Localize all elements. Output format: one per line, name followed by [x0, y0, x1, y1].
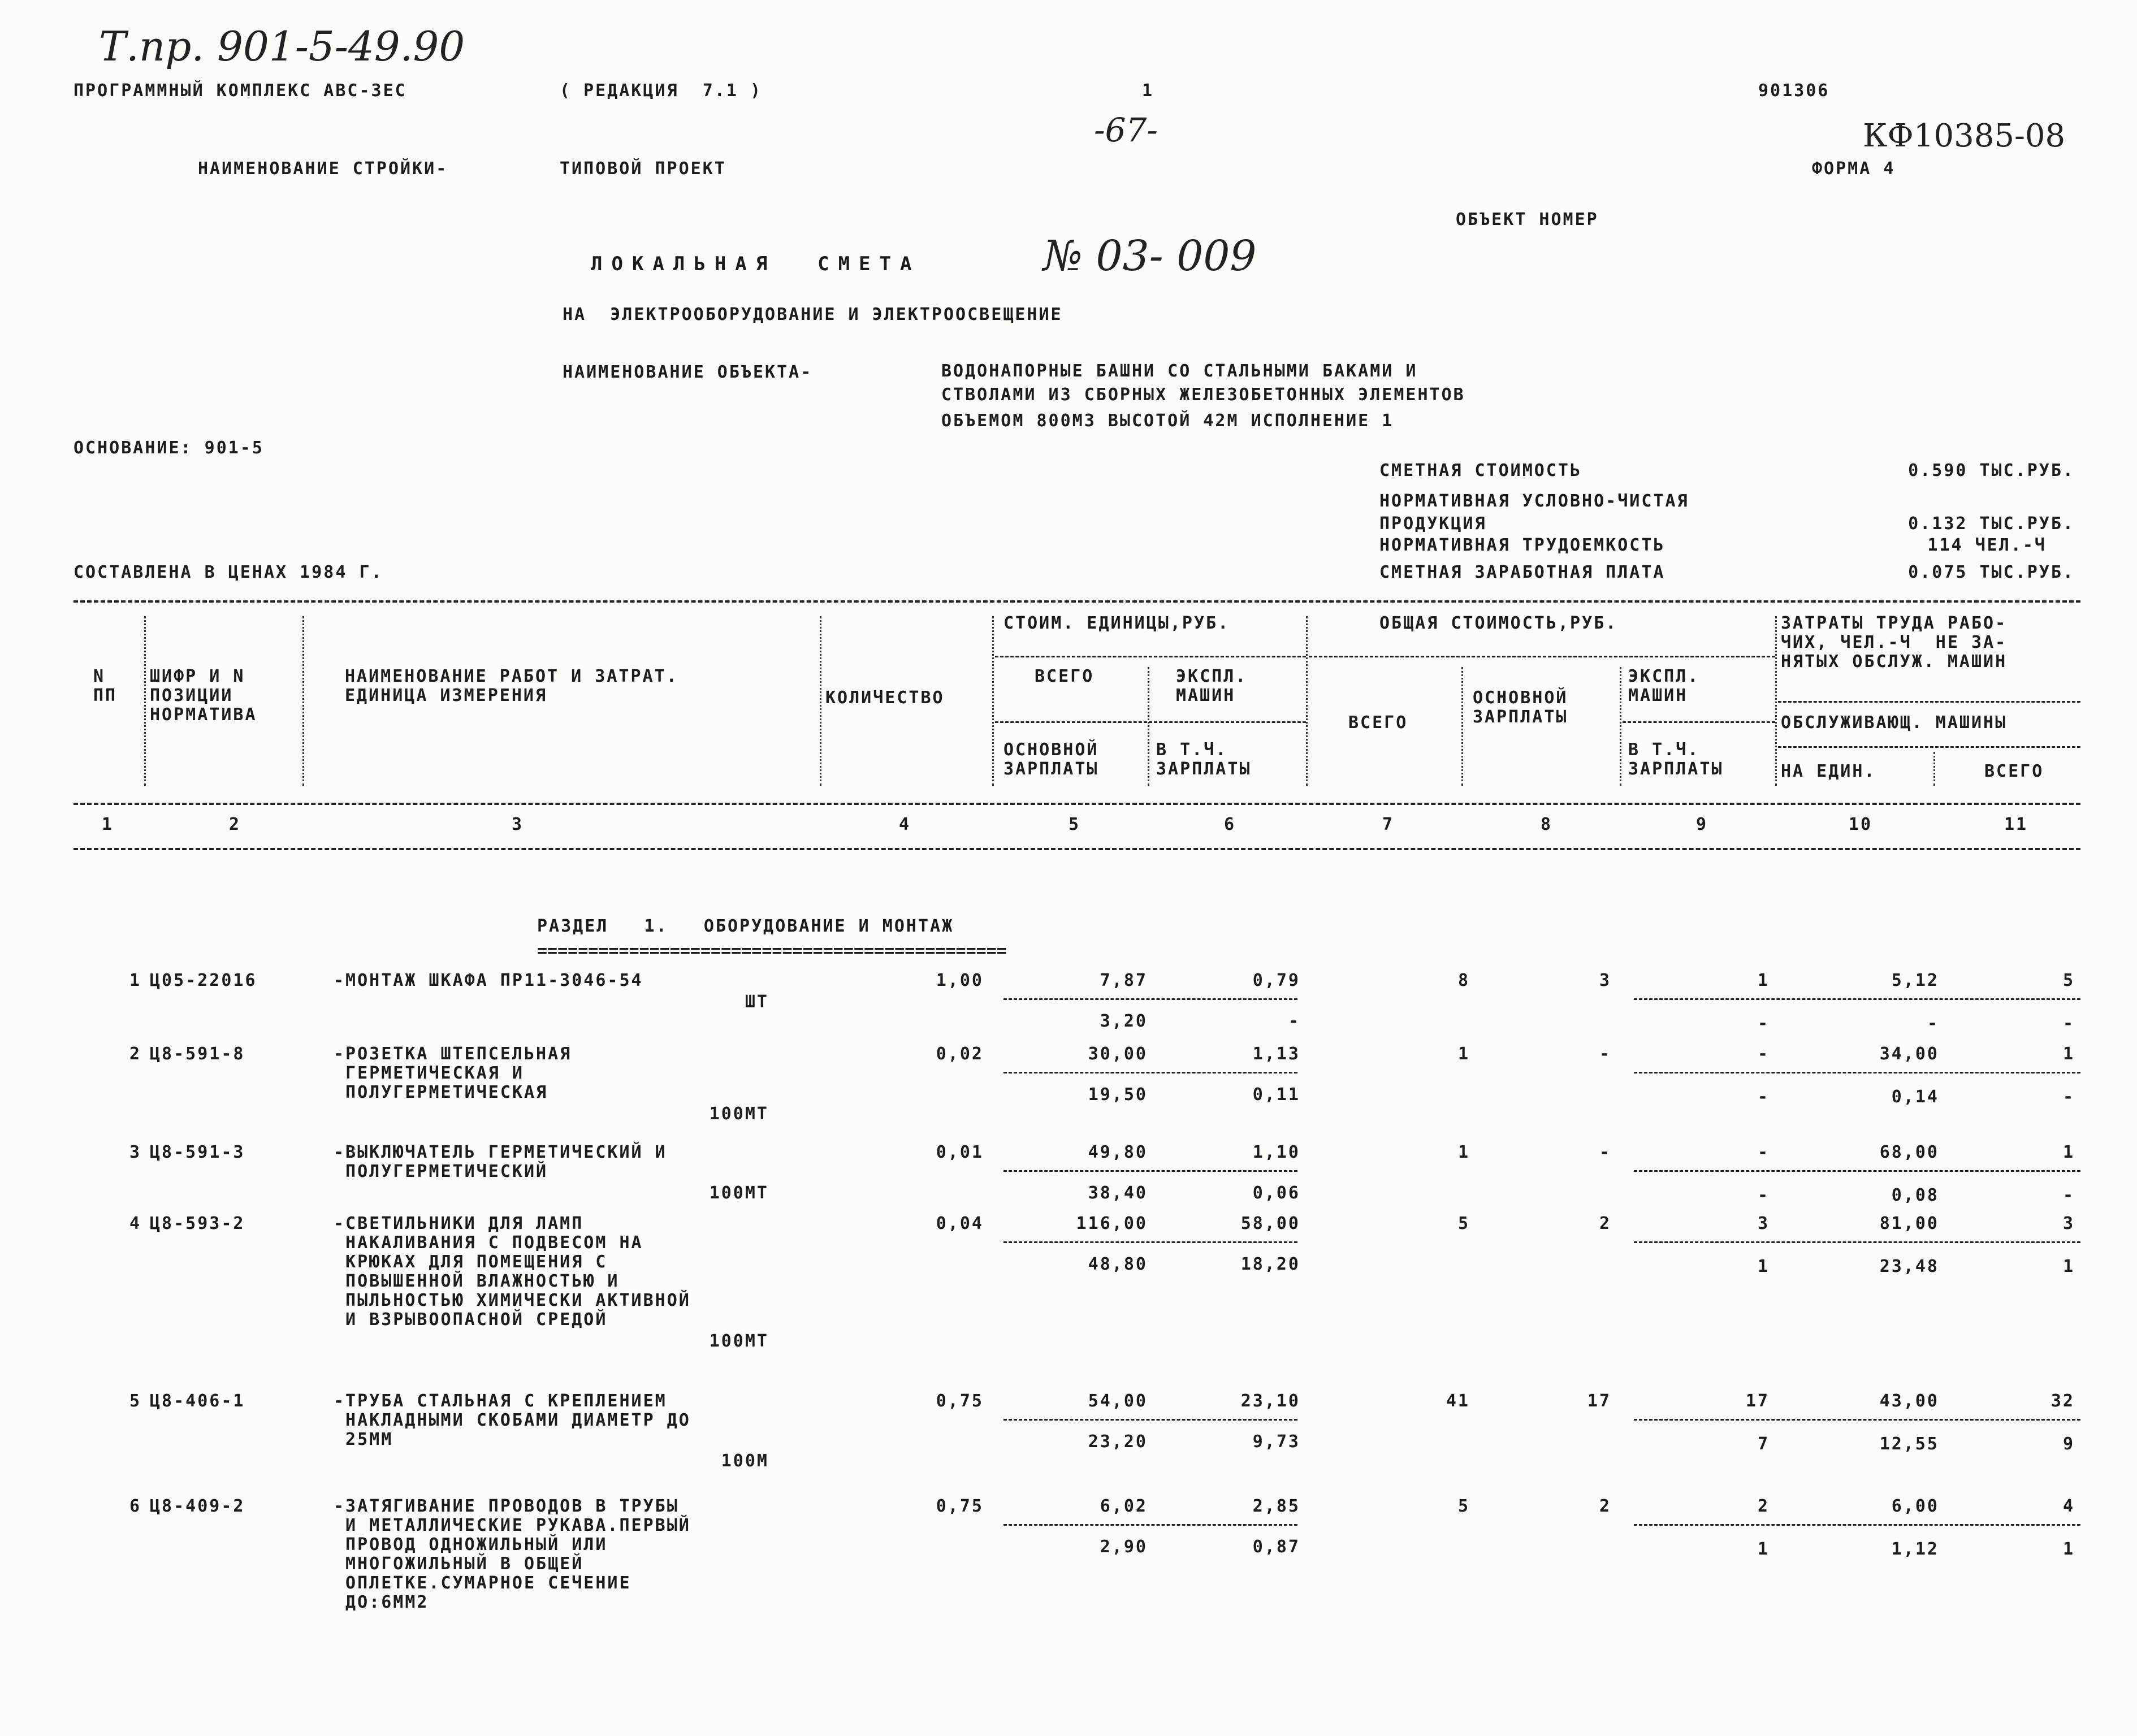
row-unit-total: 116,00	[1076, 1214, 1148, 1233]
row-total-machine-wage: -	[1757, 1185, 1770, 1205]
basis: ОСНОВАНИЕ: 901-5	[73, 438, 264, 458]
cell-divider	[1634, 1241, 2080, 1243]
header-mid-rule	[73, 803, 2080, 805]
program-edition: ( РЕДАКЦИЯ 7.1 )	[560, 81, 763, 101]
row-unit-machine: 0,79	[1252, 971, 1300, 990]
handwritten-project-code: Т.пр. 901-5-49.90	[99, 23, 465, 70]
row-quantity: 1,00	[936, 971, 984, 990]
row-total-machine-wage: 7	[1757, 1434, 1770, 1454]
row-labor-total: 1	[2062, 1044, 2075, 1064]
form-label: ФОРМА 4	[1812, 159, 1896, 179]
th-total-cost: ОБЩАЯ СТОИМОСТЬ,РУБ.	[1379, 613, 1618, 633]
th-rule	[1309, 656, 1775, 657]
row-labor-total-machine: 1	[2062, 1257, 2075, 1276]
th-labor-machine: ОБСЛУЖИВАЮЩ. МАШИНЫ	[1781, 713, 2008, 733]
row-labor-total-machine: -	[2062, 1087, 2075, 1107]
col-sep	[144, 616, 146, 786]
object-line-3: ОБЪЕМОМ 800М3 ВЫСОТОЙ 42М ИСПОЛНЕНИЕ 1	[941, 411, 1394, 431]
row-unit-machine: 1,13	[1252, 1044, 1300, 1064]
row-unit-total: 54,00	[1088, 1391, 1148, 1411]
estimate-subject: НА ЭЛЕКТРООБОРУДОВАНИЕ И ЭЛЕКТРООСВЕЩЕНИЕ	[563, 305, 1063, 324]
estimate-title: ЛОКАЛЬНАЯ СМЕТА	[591, 253, 921, 275]
column-number-2: 2	[229, 815, 241, 834]
th-unit-machine-wage: В Т.Ч. ЗАРПЛАТЫ	[1156, 740, 1252, 779]
object-line-1: ВОДОНАПОРНЫЕ БАШНИ СО СТАЛЬНЫМИ БАКАМИ И	[941, 361, 1418, 381]
row-unit-machine: 23,10	[1240, 1391, 1300, 1411]
estimated-cost-label: СМЕТНАЯ СТОИМОСТЬ	[1379, 461, 1582, 480]
construction-value: ТИПОВОЙ ПРОЕКТ	[560, 159, 726, 179]
th-quantity: КОЛИЧЕСТВО	[825, 688, 945, 708]
labor-intensity-label: НОРМАТИВНАЯ ТРУДОЕМКОСТЬ	[1379, 535, 1666, 555]
section-underline: ==============================================	[537, 941, 1007, 961]
cell-divider	[1634, 1170, 2080, 1172]
row-unit-machine-wage: 0,11	[1252, 1085, 1300, 1105]
row-labor-per-unit: 34,00	[1879, 1044, 1939, 1064]
th-total-wage: ОСНОВНОЙ ЗАРПЛАТЫ	[1473, 688, 1568, 727]
col-sep	[1775, 616, 1777, 786]
labor-intensity-value: 114 ЧЕЛ.-Ч	[1927, 535, 2047, 555]
row-labor-per-unit-machine: 23,48	[1879, 1257, 1939, 1276]
row-unit-machine-wage: 0,87	[1252, 1537, 1300, 1557]
row-labor-per-unit-machine: -	[1927, 1014, 1939, 1033]
row-code: Ц8-591-8	[150, 1044, 245, 1064]
row-total-machine-wage: 1	[1757, 1257, 1770, 1276]
cell-divider	[1003, 998, 1297, 1000]
construction-label: НАИМЕНОВАНИЕ СТРОЙКИ-	[198, 159, 448, 179]
row-code: Ц8-593-2	[150, 1214, 245, 1233]
row-unit-total: 49,80	[1088, 1142, 1148, 1162]
row-code: Ц8-406-1	[150, 1391, 245, 1411]
row-labor-per-unit-machine: 1,12	[1891, 1539, 1939, 1559]
th-number: N ПП	[93, 666, 118, 705]
th-total-machine-wage: В Т.Ч. ЗАРПЛАТЫ	[1628, 740, 1724, 779]
row-total-machine: 1	[1757, 971, 1770, 990]
page-number: 1	[1142, 81, 1154, 101]
row-unit-machine-wage: -	[1288, 1011, 1300, 1031]
column-number-11: 11	[2004, 815, 2028, 834]
row-quantity: 0,02	[936, 1044, 984, 1064]
row-total-machine: 17	[1745, 1391, 1770, 1411]
col-sep	[302, 616, 304, 786]
row-total-machine-wage: -	[1757, 1014, 1770, 1033]
row-unit-wage: 23,20	[1088, 1432, 1148, 1452]
row-labor-per-unit-machine: 12,55	[1879, 1434, 1939, 1454]
normative-label-2: ПРОДУКЦИЯ	[1379, 514, 1487, 534]
row-number: 3	[129, 1142, 141, 1162]
header-top-rule	[73, 600, 2080, 603]
prices-year: СОСТАВЛЕНА В ЦЕНАХ 1984 Г.	[73, 562, 383, 582]
row-labor-total: 5	[2062, 971, 2075, 990]
column-number-3: 3	[512, 815, 524, 834]
handwritten-page-number: -67-	[1094, 111, 1158, 149]
column-number-10: 10	[1849, 815, 1873, 834]
row-number: 4	[129, 1214, 141, 1233]
row-unit-total: 30,00	[1088, 1044, 1148, 1064]
handwritten-stamp-code: КФ10385-08	[1863, 118, 2066, 154]
normative-value: 0.132 ТЫС.РУБ.	[1908, 514, 2075, 534]
row-unit-wage: 38,40	[1088, 1183, 1148, 1203]
row-name: -ВЫКЛЮЧАТЕЛЬ ГЕРМЕТИЧЕСКИЙ И ПОЛУГЕРМЕТИЧЕСКИЙ	[334, 1142, 667, 1181]
row-labor-total: 3	[2062, 1214, 2075, 1233]
row-code: Ц8-409-2	[150, 1496, 245, 1516]
row-unit-total: 6,02	[1100, 1496, 1148, 1516]
row-name: -МОНТАЖ ШКАФА ПР11-3046-54	[334, 971, 643, 990]
column-number-5: 5	[1068, 815, 1081, 834]
estimate-number: № 03- 009	[1043, 232, 1257, 280]
row-number: 1	[129, 971, 141, 990]
cell-divider	[1634, 1072, 2080, 1073]
row-quantity: 0,75	[936, 1391, 984, 1411]
row-unit: 100М	[721, 1451, 769, 1471]
cell-divider	[1003, 1524, 1297, 1526]
row-unit: 100МТ	[709, 1331, 769, 1351]
col-sep	[992, 616, 994, 786]
column-number-4: 4	[899, 815, 911, 834]
row-labor-per-unit: 6,00	[1891, 1496, 1939, 1516]
cell-divider	[1634, 1419, 2080, 1421]
th-rule	[1778, 701, 2080, 703]
row-labor-total: 1	[2062, 1142, 2075, 1162]
th-labor-total: ВСЕГО	[1984, 761, 2044, 781]
row-quantity: 0,01	[936, 1142, 984, 1162]
row-total-wage: 2	[1599, 1496, 1611, 1516]
row-total-machine-wage: -	[1757, 1087, 1770, 1107]
th-rule	[1623, 721, 1775, 723]
cell-divider	[1003, 1072, 1297, 1073]
row-total-wage: 2	[1599, 1214, 1611, 1233]
row-labor-per-unit: 68,00	[1879, 1142, 1939, 1162]
column-number-7: 7	[1382, 815, 1395, 834]
row-unit-machine: 58,00	[1240, 1214, 1300, 1233]
row-unit-machine-wage: 18,20	[1240, 1254, 1300, 1274]
row-unit-machine-wage: 0,06	[1252, 1183, 1300, 1203]
row-total-machine: 2	[1757, 1496, 1770, 1516]
row-unit-wage: 48,80	[1088, 1254, 1148, 1274]
wage-label: СМЕТНАЯ ЗАРАБОТНАЯ ПЛАТА	[1379, 562, 1666, 582]
estimated-cost-value: 0.590 ТЫС.РУБ.	[1908, 461, 2075, 480]
section-title: РАЗДЕЛ 1. ОБОРУДОВАНИЕ И МОНТАЖ	[537, 916, 954, 936]
column-number-1: 1	[102, 815, 114, 834]
header-bottom-rule	[73, 848, 2080, 850]
th-name: НАИМЕНОВАНИЕ РАБОТ И ЗАТРАТ. ЕДИНИЦА ИЗМЕРЕНИЯ	[345, 666, 678, 705]
row-unit-machine: 2,85	[1252, 1496, 1300, 1516]
row-labor-total: 32	[2051, 1391, 2075, 1411]
row-total: 8	[1457, 971, 1470, 990]
row-labor-per-unit: 81,00	[1879, 1214, 1939, 1233]
row-name: -ЗАТЯГИВАНИЕ ПРОВОДОВ В ТРУБЫ И МЕТАЛЛИЧЕСКИЕ РУКАВА.ПЕРВЫЙ ПРОВОД ОДНОЖИЛЬНЫЙ ИЛИ МНОГОЖИЛЬНЫЙ В ОБЩЕЙ ОПЛЕТКЕ.СУМАРНОЕ СЕЧЕНИЕ ДО:6ММ2	[334, 1496, 691, 1612]
col-sep	[1461, 667, 1463, 786]
row-total-wage: 3	[1599, 971, 1611, 990]
row-quantity: 0,04	[936, 1214, 984, 1233]
row-unit-total: 7,87	[1100, 971, 1148, 990]
row-number: 2	[129, 1044, 141, 1064]
object-number-label: ОБЪЕКТ НОМЕР	[1456, 210, 1599, 230]
th-unit-wage: ОСНОВНОЙ ЗАРПЛАТЫ	[1003, 740, 1099, 779]
row-total: 41	[1446, 1391, 1470, 1411]
th-labor: ЗАТРАТЫ ТРУДА РАБО- ЧИХ, ЧЕЛ.-Ч НЕ ЗА- НЯТЫХ ОБСЛУЖ. МАШИН	[1781, 613, 2008, 672]
th-total-machine: ЭКСПЛ. МАШИН	[1628, 666, 1700, 705]
th-code: ШИФР И N ПОЗИЦИИ НОРМАТИВА	[150, 666, 257, 725]
object-label: НАИМЕНОВАНИЕ ОБЪЕКТА-	[563, 362, 813, 382]
row-unit-machine-wage: 9,73	[1252, 1432, 1300, 1452]
row-labor-per-unit: 43,00	[1879, 1391, 1939, 1411]
row-total: 1	[1457, 1044, 1470, 1064]
th-rule	[995, 656, 1306, 657]
col-sep	[1620, 667, 1621, 786]
th-unit-machine: ЭКСПЛ. МАШИН	[1176, 666, 1248, 705]
th-unit-cost: СТОИМ. ЕДИНИЦЫ,РУБ.	[1003, 613, 1230, 633]
row-labor-total-machine: -	[2062, 1014, 2075, 1033]
program-name: ПРОГРАММНЫЙ КОМПЛЕКС АВС-3ЕС	[73, 81, 407, 101]
cell-divider	[1003, 1419, 1297, 1421]
row-total-machine-wage: 1	[1757, 1539, 1770, 1559]
row-quantity: 0,75	[936, 1496, 984, 1516]
row-number: 6	[129, 1496, 141, 1516]
row-total-machine: 3	[1757, 1214, 1770, 1233]
row-total-wage: 17	[1587, 1391, 1611, 1411]
row-unit-wage: 2,90	[1100, 1537, 1148, 1557]
row-total-wage: -	[1599, 1142, 1611, 1162]
row-total-machine: -	[1757, 1142, 1770, 1162]
row-total: 5	[1457, 1214, 1470, 1233]
th-total-all: ВСЕГО	[1348, 713, 1408, 733]
row-name: -ТРУБА СТАЛЬНАЯ С КРЕПЛЕНИЕМ НАКЛАДНЫМИ СКОБАМИ ДИАМЕТР ДО 25ММ	[334, 1391, 691, 1449]
col-sep	[1306, 616, 1308, 786]
row-code: Ц8-591-3	[150, 1142, 245, 1162]
column-number-8: 8	[1541, 815, 1553, 834]
wage-value: 0.075 ТЫС.РУБ.	[1908, 562, 2075, 582]
row-total: 5	[1457, 1496, 1470, 1516]
row-labor-total: 4	[2062, 1496, 2075, 1516]
th-rule	[995, 721, 1306, 723]
row-number: 5	[129, 1391, 141, 1411]
cell-divider	[1003, 1170, 1297, 1172]
row-labor-total-machine: -	[2062, 1185, 2075, 1205]
row-labor-total-machine: 9	[2062, 1434, 2075, 1454]
row-name: -РОЗЕТКА ШТЕПСЕЛЬНАЯ ГЕРМЕТИЧЕСКАЯ И ПОЛУГЕРМЕТИЧЕСКАЯ	[334, 1044, 572, 1102]
row-name: -СВЕТИЛЬНИКИ ДЛЯ ЛАМП НАКАЛИВАНИЯ С ПОДВЕСОМ НА КРЮКАХ ДЛЯ ПОМЕЩЕНИЯ С ПОВЫШЕННОЙ ВЛАЖНОСТЬЮ И ПЫЛЬНОСТЬЮ ХИМИЧЕСКИ АКТИВНОЙ И ВЗРЫВООПАСНОЙ СРЕДОЙ	[334, 1214, 691, 1330]
row-code: Ц05-22016	[150, 971, 257, 990]
cell-divider	[1634, 1524, 2080, 1526]
cell-divider	[1634, 998, 2080, 1000]
row-labor-per-unit: 5,12	[1891, 971, 1939, 990]
th-labor-per-unit: НА ЕДИН.	[1781, 761, 1876, 781]
row-labor-per-unit-machine: 0,08	[1891, 1185, 1939, 1205]
th-unit-total: ВСЕГО	[1035, 666, 1095, 686]
cell-divider	[1003, 1241, 1297, 1243]
col-sep	[1148, 667, 1149, 786]
row-labor-total-machine: 1	[2062, 1539, 2075, 1559]
row-unit: 100МТ	[709, 1104, 769, 1124]
row-total-machine: -	[1757, 1044, 1770, 1064]
column-number-6: 6	[1224, 815, 1236, 834]
document-code: 901306	[1758, 81, 1830, 101]
row-total: 1	[1457, 1142, 1470, 1162]
row-unit: ШТ	[745, 992, 769, 1012]
normative-label-1: НОРМАТИВНАЯ УСЛОВНО-ЧИСТАЯ	[1379, 491, 1689, 511]
row-unit: 100МТ	[709, 1183, 769, 1203]
row-total-wage: -	[1599, 1044, 1611, 1064]
th-rule	[1778, 746, 2080, 748]
object-line-2: СТВОЛАМИ ИЗ СБОРНЫХ ЖЕЛЕЗОБЕТОННЫХ ЭЛЕМЕНТОВ	[941, 385, 1465, 405]
row-unit-machine: 1,10	[1252, 1142, 1300, 1162]
row-unit-wage: 3,20	[1100, 1011, 1148, 1031]
col-sep	[1933, 752, 1935, 786]
row-labor-per-unit-machine: 0,14	[1891, 1087, 1939, 1107]
col-sep	[820, 616, 821, 786]
column-number-9: 9	[1696, 815, 1708, 834]
row-unit-wage: 19,50	[1088, 1085, 1148, 1105]
